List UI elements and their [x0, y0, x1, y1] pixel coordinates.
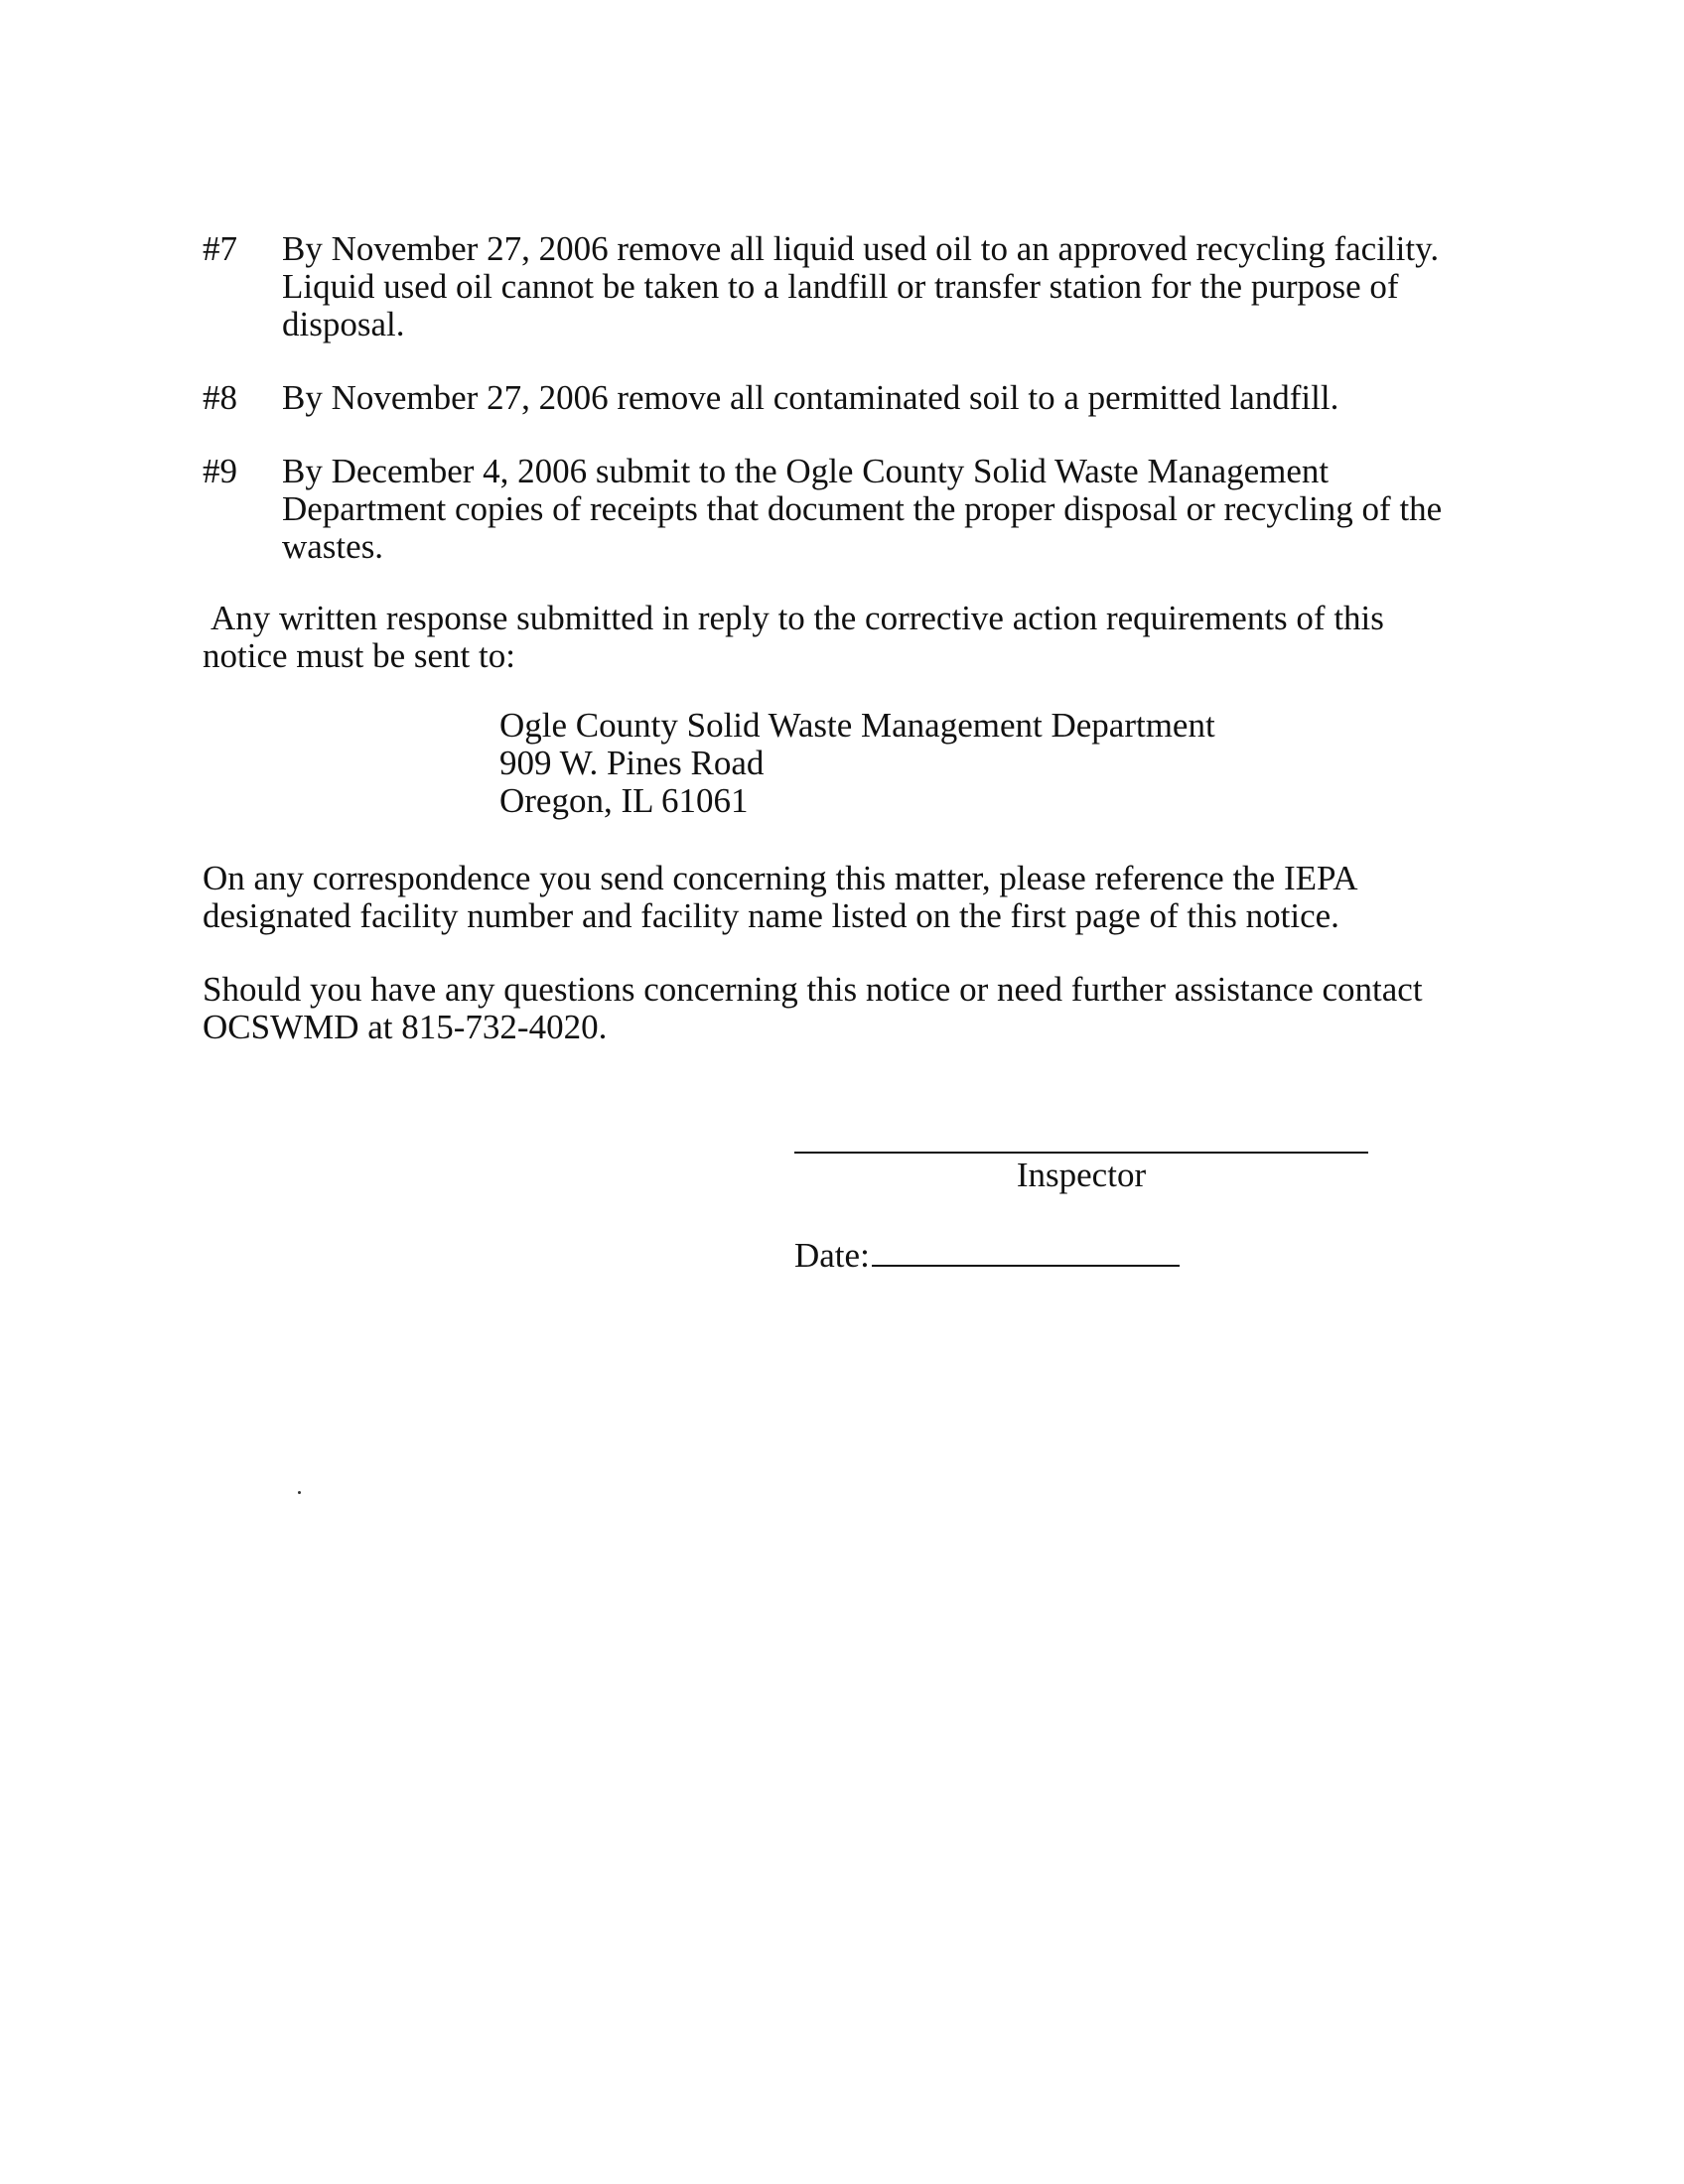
date-label: Date: — [794, 1236, 870, 1275]
item-text-line: By December 4, 2006 submit to the Ogle County Solid Waste Management — [282, 452, 1330, 490]
paragraph-line: Should you have any questions concerning this notice or need further assistance contact — [203, 970, 1423, 1009]
questions-paragraph — [203, 971, 1444, 1046]
item-number: #8 — [203, 378, 237, 417]
paragraph-line: designated facility number and facility name listed on the first page of this notice. — [203, 896, 1339, 935]
address-line-1: Ogle County Solid Waste Management Department — [499, 706, 1215, 745]
signature-label: Inspector — [1016, 1156, 1147, 1194]
response-paragraph — [203, 599, 1452, 675]
address-line-2: 909 W. Pines Road — [499, 744, 765, 782]
item-number: #7 — [203, 229, 237, 268]
signature-line — [794, 1152, 1368, 1154]
date-field — [794, 1235, 1180, 1276]
item-text-line: By November 27, 2006 remove all liquid used oil to an approved recycling facility. — [282, 229, 1440, 268]
scan-speck — [298, 1491, 301, 1494]
item-text-line: disposal. — [282, 305, 405, 343]
item-number: #9 — [203, 452, 237, 490]
paragraph-line: notice must be sent to: — [203, 636, 515, 675]
item-text-line: By November 27, 2006 remove all contaminated soil to a permitted landfill. — [282, 378, 1339, 417]
item-text — [282, 452, 1443, 566]
address-line-3: Oregon, IL 61061 — [499, 781, 749, 820]
date-blank-line — [872, 1235, 1180, 1267]
mailing-address — [499, 707, 1215, 820]
item-text — [282, 379, 1374, 417]
paragraph-line: OCSWMD at 815-732-4020. — [203, 1008, 608, 1046]
paragraph-line: On any correspondence you send concerning this matter, please reference the IEPA — [203, 859, 1358, 897]
paragraph-line: Any written response submitted in reply to the corrective action requirements of this — [210, 599, 1384, 637]
item-text-line: Department copies of receipts that document the proper disposal or recycling of the — [282, 489, 1443, 528]
item-text-line: wastes. — [282, 527, 384, 566]
item-text-line: Liquid used oil cannot be taken to a landfill or transfer station for the purpose of — [282, 267, 1399, 306]
item-text — [282, 229, 1440, 343]
reference-paragraph — [203, 860, 1444, 935]
